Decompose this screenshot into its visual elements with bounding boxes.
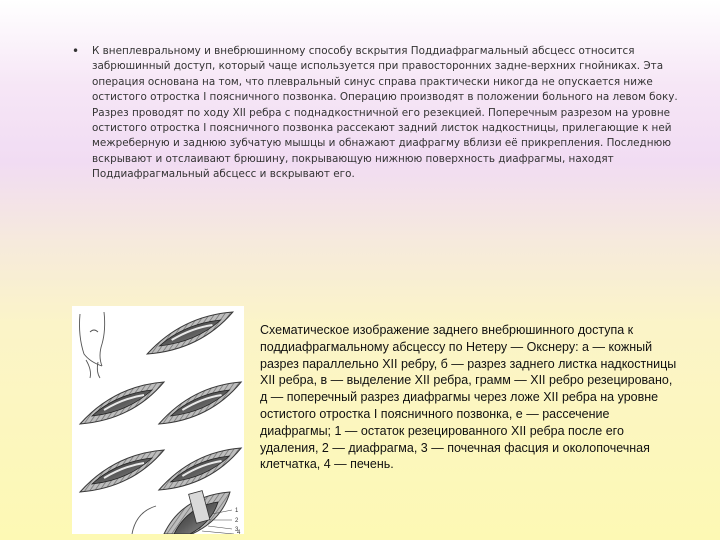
figure-label: 3	[235, 527, 239, 533]
surgical-illustration-drawing	[72, 306, 244, 534]
wound-panel-e	[159, 448, 241, 490]
bullet-paragraph: К внеплевральному и внебрюшинному способу вскрытия Поддиафрагмальный абсцесс относится забрюшинный доступ, который чаще используется при правосторонних задне-верхних гнойниках. Эта операция основана на том, что плевральный синус справа практически никогда не опускается ниже остистого отростка I поясничного позвонка. Операцию производят в положении больного на левом боку. Разрез проводят по ходу XII ребра с поднадкостничной его резекцией. Поперечным разрезом на уровне остистого отростка I поясничного позвонка рассекают задний листок надкостницы, прилегающие к ней межреберную и заднюю зубчатую мышцы и обнажают диафрагму вблизи её прикрепления. Последнюю вскрывают и отслаивают брюшину, покрывающую нижнюю поверхность диафрагмы, находят Поддиафрагмальный абсцесс и вскрывают его.	[92, 45, 678, 181]
wound-panel-a	[147, 312, 233, 354]
wound-panel-d	[80, 450, 164, 492]
figure-label: 1	[235, 508, 239, 514]
figure-label: 4	[237, 530, 241, 534]
wound-panel-f	[132, 491, 230, 534]
wound-panel-c	[159, 382, 241, 424]
figure-label: 2	[235, 518, 239, 524]
bullet-item	[72, 44, 684, 183]
body-outline-sketch	[80, 312, 105, 378]
wound-panel-b	[80, 382, 164, 424]
figure-caption: Схематическое изображение заднего внебрюшинного доступа к поддиафрагмальному абсцессу по Нетеру — Окснеру: а — кожный разрез параллельно XII ребру, б — разрез заднего листка надкостницы XII ребра, в — выделение XII ребра, грамм — XII ребро резецировано, д — поперечный разрез диафрагмы через ложе XII ребра на уровне остистого отростка I поясничного позвонка, е — рассечение диафрагмы; 1 — остаток резецированного XII ребра после его удаления, 2 — диафрагма, 3 — почечная фасция и околопочечная клетчатка, 4 — печень.	[260, 323, 677, 472]
surgical-illustration	[72, 306, 244, 534]
bullet-block	[72, 44, 684, 183]
bullet-marker: •	[72, 44, 80, 58]
